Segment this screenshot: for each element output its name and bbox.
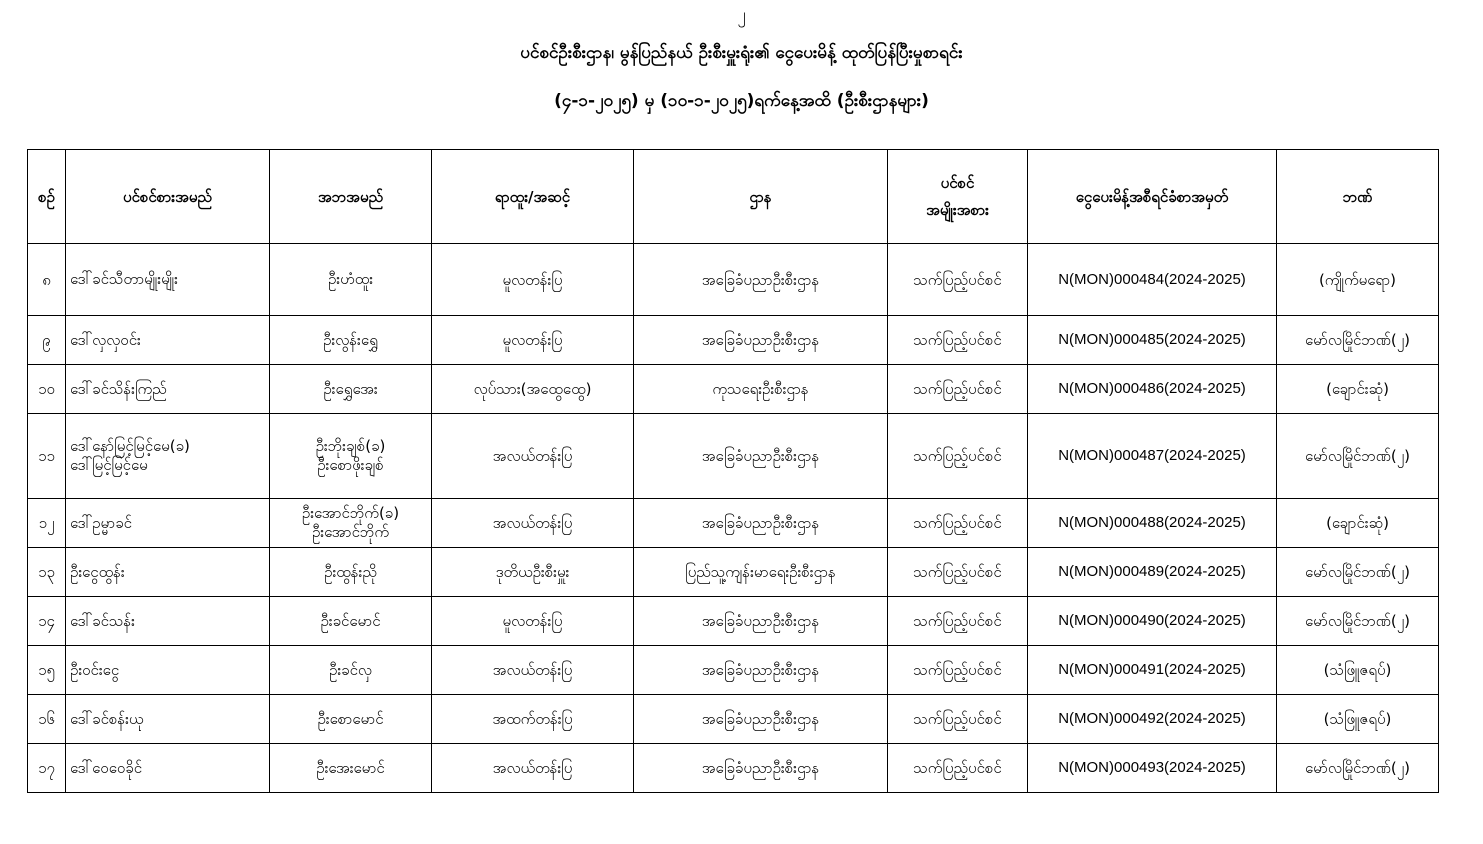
cell-no: ၁၂ — [28, 499, 66, 548]
cell-father-name-line: ဦးအေးမောင် — [316, 758, 385, 777]
cell-pensioner-name — [66, 597, 270, 646]
cell-pensioner-name-line: ဦးဝင်းငွေ — [70, 660, 120, 679]
cell-pension-type: သက်ပြည့်ပင်စင် — [888, 244, 1028, 316]
cell-bank: မော်လမြိုင်ဘဏ်(၂) — [1277, 744, 1439, 793]
header-pensioner-name: ပင်စင်စားအမည် — [66, 150, 270, 244]
cell-order-no: N(MON)000485(2024-2025) — [1028, 316, 1277, 365]
cell-pension-type: သက်ပြည့်ပင်စင် — [888, 597, 1028, 646]
cell-pensioner-name-line: ဦးငွေထွန်း — [70, 562, 125, 581]
header-no: စဉ် — [28, 150, 66, 244]
cell-father-name-line: ဦးခင်လှ — [329, 660, 372, 679]
cell-father-name — [270, 244, 432, 316]
cell-rank: အလယ်တန်းပြ — [432, 499, 634, 548]
cell-father-name-line: ဦးခင်မောင် — [320, 611, 381, 630]
cell-bank: မော်လမြိုင်ဘဏ်(၂) — [1277, 316, 1439, 365]
table-row — [28, 646, 1439, 695]
cell-rank: အလယ်တန်းပြ — [432, 414, 634, 499]
header-father-name: အဘအမည် — [270, 150, 432, 244]
cell-pensioner-name — [66, 548, 270, 597]
cell-father-name — [270, 548, 432, 597]
table-row — [28, 499, 1439, 548]
cell-rank: ဒုတိယဦးစီးမှူး — [432, 548, 634, 597]
cell-pensioner-name — [66, 244, 270, 316]
header-pension-type — [888, 150, 1028, 244]
cell-rank: မူလတန်းပြ — [432, 597, 634, 646]
cell-pension-type: သက်ပြည့်ပင်စင် — [888, 316, 1028, 365]
cell-father-name-line: ဦးအောင်ဘိုက်(ခ) — [301, 504, 400, 522]
cell-bank: မော်လမြိုင်ဘဏ်(၂) — [1277, 414, 1439, 499]
cell-department: အခြေခံပညာဦးစီးဌာန — [634, 695, 888, 744]
cell-department: အခြေခံပညာဦးစီးဌာန — [634, 316, 888, 365]
cell-bank: မော်လမြိုင်ဘဏ်(၂) — [1277, 597, 1439, 646]
cell-rank: မူလတန်းပြ — [432, 244, 634, 316]
cell-no: ၁၀ — [28, 365, 66, 414]
cell-department: ပြည်သူ့ကျန်းမာရေးဦးစီးဌာန — [634, 548, 888, 597]
cell-pension-type: သက်ပြည့်ပင်စင် — [888, 414, 1028, 499]
cell-pensioner-name — [66, 365, 270, 414]
cell-father-name — [270, 414, 432, 499]
cell-pensioner-name-line: ဒေါ်ခင်သန်း — [70, 611, 135, 630]
header-order-no: ငွေပေးမိန့်အစီရင်ခံစာအမှတ် — [1028, 150, 1277, 244]
cell-father-name-line: ဦးစောမောင် — [317, 709, 384, 728]
cell-pensioner-name — [66, 695, 270, 744]
cell-department: အခြေခံပညာဦးစီးဌာန — [634, 499, 888, 548]
cell-pensioner-name — [66, 646, 270, 695]
document-title: ပင်စင်ဦးစီးဌာန၊ မွန်ပြည်နယ် ဦးစီးမှူးရုံး၏ ငွေပေးမိန့် ထုတ်ပြန်ပြီးမှုစာရင်း — [520, 43, 963, 63]
table-row — [28, 548, 1439, 597]
cell-rank: အလယ်တန်းပြ — [432, 646, 634, 695]
cell-father-name — [270, 744, 432, 793]
table-row — [28, 316, 1439, 365]
table-row — [28, 744, 1439, 793]
cell-bank: (ချောင်းဆုံ) — [1277, 499, 1439, 548]
cell-pensioner-name — [66, 414, 270, 499]
cell-pensioner-name — [66, 744, 270, 793]
cell-rank: အထက်တန်းပြ — [432, 695, 634, 744]
cell-no: ၉ — [28, 316, 66, 365]
cell-father-name-line: ဦးရွှေအေး — [323, 379, 378, 398]
cell-order-no: N(MON)000486(2024-2025) — [1028, 365, 1277, 414]
cell-no: ၁၇ — [28, 744, 66, 793]
cell-pension-type: သက်ပြည့်ပင်စင် — [888, 548, 1028, 597]
cell-father-name — [270, 646, 432, 695]
cell-rank: လုပ်သား(အထွေထွေ) — [432, 365, 634, 414]
cell-pension-type: သက်ပြည့်ပင်စင် — [888, 365, 1028, 414]
header-pension-type-line2: အမျိုးအစား — [926, 200, 989, 219]
cell-department: အခြေခံပညာဦးစီးဌာန — [634, 597, 888, 646]
cell-department: အခြေခံပညာဦးစီးဌာန — [634, 244, 888, 316]
table-header-row — [28, 150, 1439, 244]
cell-father-name-line: ဦးစောဖိုးချစ် — [317, 456, 384, 474]
cell-no: ၁၁ — [28, 414, 66, 499]
cell-bank: (သံဖြူဇရပ်) — [1277, 646, 1439, 695]
table-row — [28, 365, 1439, 414]
cell-pensioner-name — [66, 499, 270, 548]
cell-father-name — [270, 316, 432, 365]
page-number: ၂ — [737, 5, 746, 25]
cell-pensioner-name-line: ဒေါ်မြင့်မြင့်မေ — [70, 456, 148, 474]
cell-bank: (သံဖြူဇရပ်) — [1277, 695, 1439, 744]
table-row — [28, 244, 1439, 316]
cell-department: အခြေခံပညာဦးစီးဌာန — [634, 414, 888, 499]
cell-pension-type: သက်ပြည့်ပင်စင် — [888, 695, 1028, 744]
cell-pension-type: သက်ပြည့်ပင်စင် — [888, 744, 1028, 793]
table-row — [28, 695, 1439, 744]
cell-department: အခြေခံပညာဦးစီးဌာန — [634, 646, 888, 695]
cell-department: အခြေခံပညာဦးစီးဌာန — [634, 744, 888, 793]
cell-father-name — [270, 597, 432, 646]
cell-no: ၁၃ — [28, 548, 66, 597]
cell-no: ၁၅ — [28, 646, 66, 695]
cell-father-name — [270, 695, 432, 744]
cell-department: ကုသရေးဦးစီးဌာန — [634, 365, 888, 414]
cell-rank: မူလတန်းပြ — [432, 316, 634, 365]
cell-order-no: N(MON)000488(2024-2025) — [1028, 499, 1277, 548]
cell-order-no: N(MON)000489(2024-2025) — [1028, 548, 1277, 597]
header-bank: ဘဏ် — [1277, 150, 1439, 244]
table-row — [28, 597, 1439, 646]
cell-pensioner-name — [66, 316, 270, 365]
cell-no: ၁၆ — [28, 695, 66, 744]
cell-no: ၈ — [28, 244, 66, 316]
pension-table — [27, 149, 1439, 793]
cell-father-name-line: ဦးထွန်းညို — [324, 562, 377, 581]
header-pension-type-line1: ပင်စင် — [940, 173, 975, 192]
cell-pension-type: သက်ပြည့်ပင်စင် — [888, 646, 1028, 695]
cell-bank: မော်လမြိုင်ဘဏ်(၂) — [1277, 548, 1439, 597]
cell-order-no: N(MON)000493(2024-2025) — [1028, 744, 1277, 793]
cell-pensioner-name-line: ဒေါ်ခင်စန်းယု — [70, 709, 144, 728]
cell-pensioner-name-line: ဒေါ်ခင်သီတာမျိုးမျိုး — [70, 270, 178, 288]
cell-pensioner-name-line: ဒေါ်လှလှဝင်း — [70, 330, 141, 349]
cell-pensioner-name-line: ဒေါ်ဝေဝေခိုင် — [70, 758, 143, 777]
cell-rank: အလယ်တန်းပြ — [432, 744, 634, 793]
table-row — [28, 414, 1439, 499]
cell-father-name-line: ဦးလွန်းရွှေ — [323, 330, 378, 349]
cell-father-name — [270, 365, 432, 414]
cell-father-name-line: ဦးဘိုးချစ်(ခ) — [315, 437, 386, 455]
cell-pensioner-name-line: ဒေါ်ဥမ္မာခင် — [70, 513, 132, 532]
cell-no: ၁၄ — [28, 597, 66, 646]
cell-pensioner-name-line: ဒေါ်နော်မြင့်မြင့်မေ(ခ) — [70, 437, 190, 455]
cell-father-name-line: ဦးဟံထူး — [327, 270, 374, 288]
cell-father-name-line: ဦးအောင်ဘိုက် — [311, 523, 390, 541]
cell-pensioner-name-line: ဒေါ်ခင်သိန်းကြည် — [70, 379, 167, 398]
header-department: ဌာန — [634, 150, 888, 244]
cell-bank: (ကျိုက်မရော) — [1277, 244, 1439, 316]
cell-father-name — [270, 499, 432, 548]
cell-order-no: N(MON)000490(2024-2025) — [1028, 597, 1277, 646]
cell-pension-type: သက်ပြည့်ပင်စင် — [888, 499, 1028, 548]
document-subtitle: (၄-၁-၂၀၂၅) မှ (၁၀-၁-၂၀၂၅)ရက်နေ့အထိ (ဦးစီးဌာနများ) — [554, 91, 929, 111]
cell-order-no: N(MON)000492(2024-2025) — [1028, 695, 1277, 744]
cell-order-no: N(MON)000484(2024-2025) — [1028, 244, 1277, 316]
header-rank: ရာထူး/အဆင့် — [432, 150, 634, 244]
cell-bank: (ချောင်းဆုံ) — [1277, 365, 1439, 414]
cell-order-no: N(MON)000491(2024-2025) — [1028, 646, 1277, 695]
cell-order-no: N(MON)000487(2024-2025) — [1028, 414, 1277, 499]
